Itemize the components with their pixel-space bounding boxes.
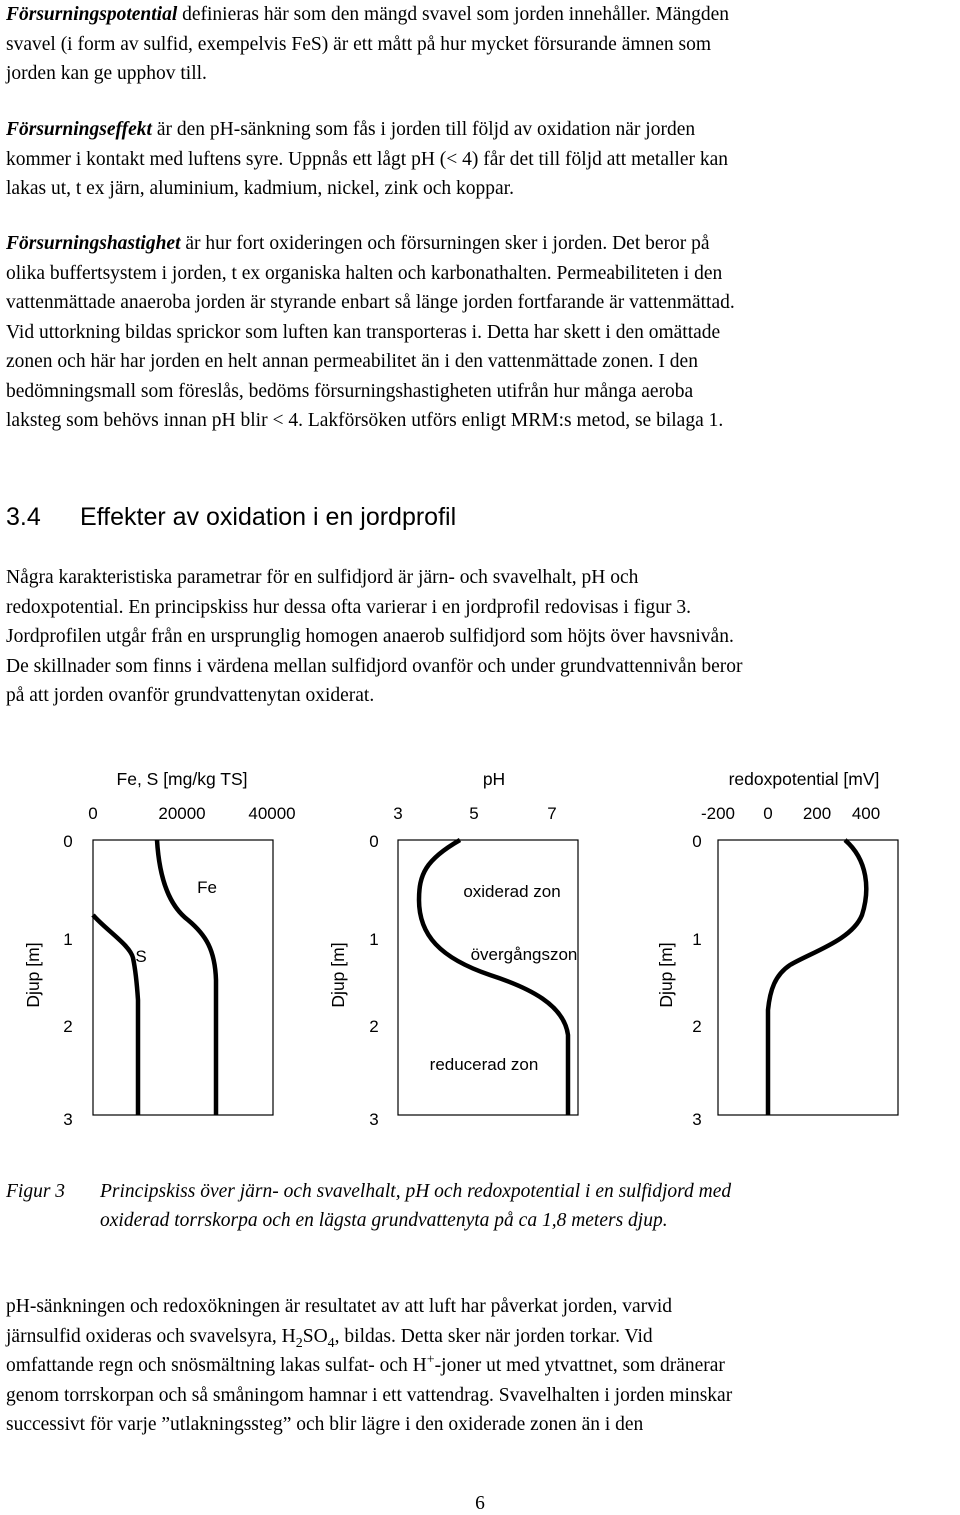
page-number: 6 <box>475 1493 485 1514</box>
text-span: järnsulfid oxideras och svavelsyra, H <box>6 1325 296 1347</box>
y-tick: 1 <box>369 930 379 949</box>
x-tick: 0 <box>763 804 773 823</box>
y-tick: 2 <box>369 1017 379 1036</box>
y-tick: 2 <box>63 1017 73 1036</box>
x-tick: 20000 <box>158 804 206 823</box>
paragraph-acidification-rate <box>6 229 958 436</box>
y-tick: 1 <box>63 930 73 949</box>
y-tick: 0 <box>369 832 379 851</box>
term-rate: Försurningshastighet <box>6 233 181 254</box>
panel-title: Fe, S [mg/kg TS] <box>116 769 248 789</box>
y-axis-label: Djup [m] <box>23 942 43 1008</box>
x-tick: 3 <box>393 804 403 823</box>
text-span: omfattande regn och snösmältning lakas sulfat- och H <box>6 1355 427 1376</box>
x-tick: 200 <box>802 804 832 823</box>
y-tick: 2 <box>692 1017 702 1036</box>
panel-title: pH <box>482 769 506 789</box>
panel-ph <box>328 769 578 1129</box>
plot-frame <box>718 840 898 1115</box>
y-tick: 3 <box>63 1110 73 1129</box>
x-tick: 40000 <box>248 804 296 823</box>
term-potential: Försurningspotential <box>6 4 178 25</box>
text-span: , bildas. Detta sker när jorden torkar. Vid <box>334 1325 653 1347</box>
zone-label-oxidized: oxiderad zon <box>463 882 561 901</box>
x-tick: 7 <box>547 804 557 823</box>
y-tick: 1 <box>692 930 702 949</box>
panel-title: redoxpotential [mV] <box>728 769 880 789</box>
s-curve <box>93 915 138 1115</box>
section-heading <box>6 503 456 532</box>
caption-label: Figur 3 <box>6 1181 66 1202</box>
y-tick: 0 <box>63 832 73 851</box>
y-axis-label: Djup [m] <box>328 942 348 1008</box>
text-span: SO <box>302 1325 328 1347</box>
figure-3 <box>0 760 960 1140</box>
x-tick: 400 <box>851 804 881 823</box>
x-tick: -200 <box>700 804 736 823</box>
zone-label-transition: övergångszon <box>470 945 578 964</box>
text-span: -joner ut med ytvattnet, som dränerar <box>434 1355 725 1376</box>
x-tick: 5 <box>469 804 479 823</box>
y-axis-label: Djup [m] <box>656 942 676 1008</box>
text-line: genom torrskorpan och så småningom hamnar i ett vattendrag. Svavelhalten i jorden minskar <box>6 1384 733 1406</box>
section-title: Effekter av oxidation i en jordprofil <box>80 503 457 531</box>
x-tick: 0 <box>88 804 98 823</box>
text-line <box>6 1351 958 1381</box>
paragraph-acidification-potential <box>6 0 958 89</box>
subscript: 4 <box>327 1335 335 1351</box>
text-line: pH-sänkningen och redoxökningen är resultatet av att luft har påverkat jorden, varvid <box>6 1296 673 1317</box>
section-number: 3.4 <box>6 503 41 531</box>
section-paragraph: Några karakteristiska parametrar för en sulfidjord är järn- och svavelhalt, pH och redoxpotential. En principskiss hur dessa ofta varierar i en jordprofil redovisas i figur 3. Jordprofilen utgår från en ursprunglig homogen anaerob sulfidjord som höjts över havsnivån. De skillnader som finns i värdena mellan sulfidjord ovanför och under grundvattennivån beror på att jorden ovanför grundvattenytan oxiderat. <box>6 567 743 706</box>
final-paragraph <box>6 1292 958 1440</box>
paragraph-acidification-effect <box>6 115 958 204</box>
curve-label-fe: Fe <box>197 878 217 897</box>
text-line: successivt för varje ”utlakningssteg” och blir lägre i den oxiderade zonen än i den <box>6 1414 644 1435</box>
y-tick: 3 <box>369 1110 379 1129</box>
plot-frame <box>93 840 273 1115</box>
caption-text: Principskiss över järn- och svavelhalt, pH och redoxpotential i en sulfidjord med oxiderad torrskorpa och en lägsta grundvattenyta på ca 1,8 meters djup. <box>100 1181 732 1231</box>
paragraph-text: är den pH-sänkning som fås i jorden till följd av oxidation när jorden kommer i kontakt med luftens syre. Uppnås ett lågt pH (< 4) får det till följd att metaller kan lakas ut, t ex järn, aluminium, kadmium, nickel, zink och koppar. <box>6 119 729 199</box>
curve-label-s: S <box>135 947 147 966</box>
superscript: + <box>426 1352 435 1368</box>
paragraph-text: definieras här som den mängd svavel som jorden innehåller. Mängden svavel (i form av sulfid, exempelvis FeS) är ett mått på hur mycket försurande ämnen som jorden kan ge upphov till. <box>6 4 730 84</box>
y-tick: 3 <box>692 1110 702 1129</box>
subscript: 2 <box>295 1335 303 1351</box>
term-effect: Försurningseffekt <box>6 119 152 140</box>
paragraph-text: är hur fort oxideringen och försurningen sker i jorden. Det beror på olika buffertsystem i jorden, t ex organiska halten och karbonathalten. Permeabiliteten i den vattenmättade anaeroba jorden är styrande enbart så länge jorden fortfarande är vattenmättad. Vid uttorkning bildas sprickor som luften kan transporteras i. Detta har skett i den omättade zonen och här har jorden en helt annan permeabilitet än i den vattenmättade zonen. I den bedömningsmall som föreslås, bedöms försurningshastigheten utifrån hur många aeroba laksteg som behövs innan pH blir < 4. Lakförsöken utförs enligt MRM:s metod, se bilaga 1. <box>6 233 735 431</box>
text-line <box>6 1322 958 1352</box>
y-tick: 0 <box>692 832 702 851</box>
panel-redox <box>656 769 898 1129</box>
zone-label-reduced: reducerad zon <box>429 1055 539 1074</box>
panel-fe-s <box>23 769 296 1129</box>
redox-curve <box>768 840 866 1115</box>
